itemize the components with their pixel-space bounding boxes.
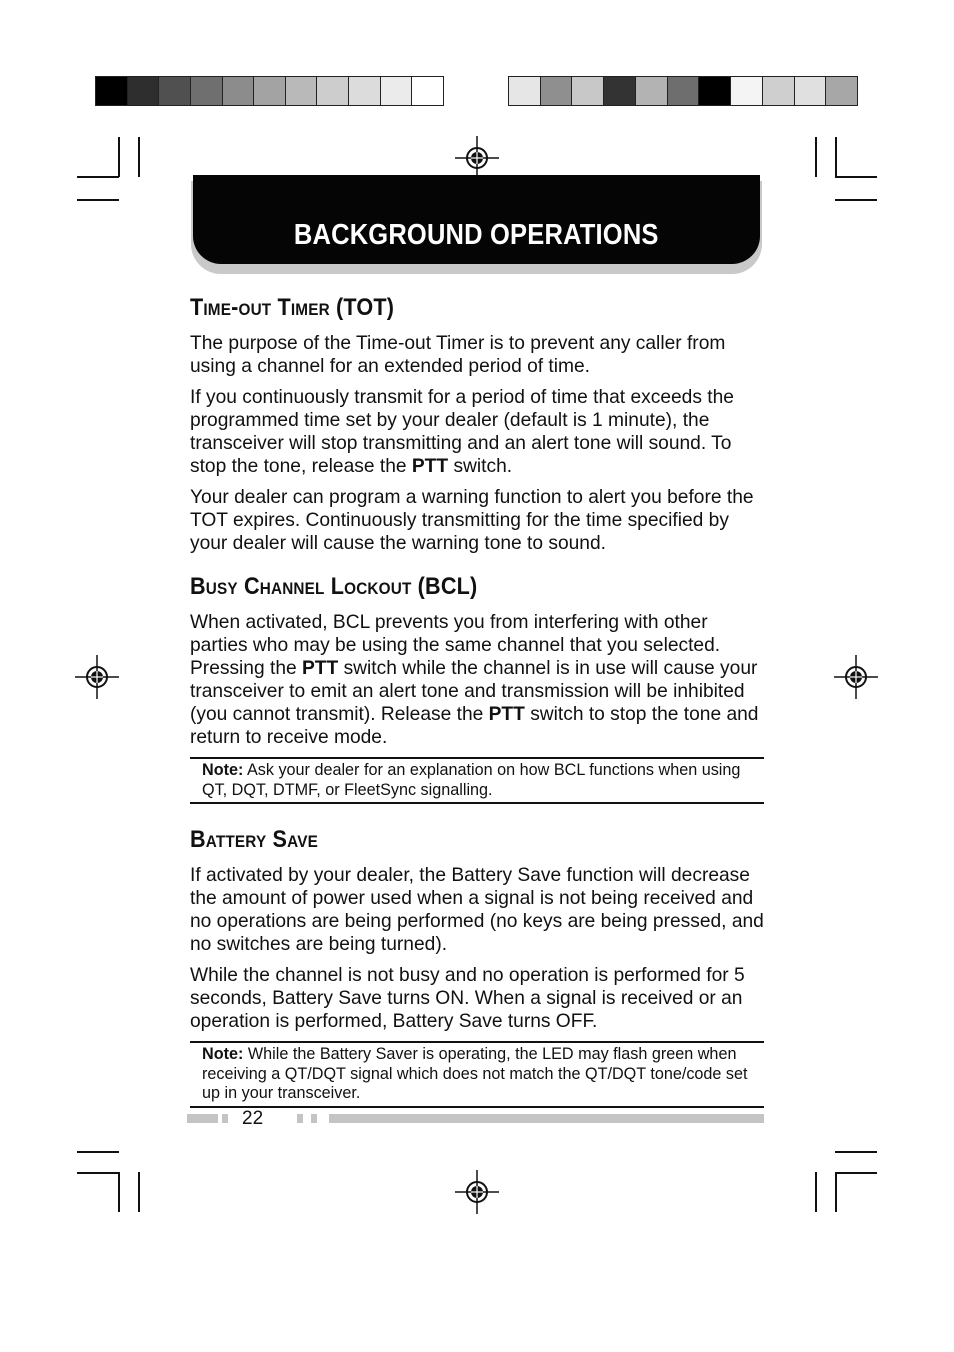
section-heading-bcl: [190, 569, 707, 605]
section-bcl: [190, 569, 764, 804]
footer-bar-segment: [222, 1114, 228, 1123]
footer-bar-segment: [187, 1114, 218, 1123]
section-heading-tot: [190, 290, 707, 326]
paragraph: [190, 611, 764, 749]
heading-abbrev: (TOT): [336, 294, 395, 321]
note-box: [190, 1041, 764, 1108]
heading-text: Time-out Timer: [190, 294, 330, 321]
calibration-swatch: [317, 77, 349, 105]
calibration-swatch: [795, 77, 827, 105]
calibration-swatch: [668, 77, 700, 105]
calibration-swatch: [96, 77, 128, 105]
calibration-swatch: [223, 77, 255, 105]
calibration-swatch: [826, 77, 857, 105]
text-run: switch while the channel is in use will cause your transceiver to emit an alert tone and transmission will be inhibited (you cannot transmit). Release the: [190, 658, 758, 725]
page-number: 22: [242, 1108, 264, 1129]
registration-mark-bottom: [455, 1170, 499, 1214]
note-box: [190, 757, 764, 804]
paragraph: The purpose of the Time-out Timer is to prevent any caller from using a channel for an extended period of time.: [190, 333, 726, 377]
section-battery-save: [190, 822, 764, 1108]
calibration-swatch: [381, 77, 413, 105]
registration-mark-left: [75, 655, 119, 699]
page-title: BACKGROUND OPERATIONS: [294, 219, 659, 251]
text-run: switch.: [448, 456, 513, 477]
main-content: [190, 290, 764, 1108]
calibration-swatch: [509, 77, 541, 105]
paragraph: [190, 386, 764, 478]
color-calibration-bar-right: [508, 76, 858, 106]
section-tot: [190, 290, 764, 555]
text-run: switch to stop the tone and return to receive mode.: [190, 704, 759, 748]
calibration-swatch: [763, 77, 795, 105]
registration-mark-right: [834, 655, 878, 699]
paragraph: If activated by your dealer, the Battery Save function will decrease the amount of power used when a signal is not being received and no operations are being performed (no keys are being pressed, and no switches are being turned).: [190, 865, 764, 955]
paragraph: While the channel is not busy and no operation is performed for 5 seconds, Battery Save turns ON. When a signal is received or an operation is performed, Battery Save turns OFF.: [190, 965, 745, 1032]
calibration-swatch: [159, 77, 191, 105]
paragraph: Your dealer can program a warning function to alert you before the TOT expires. Continuously transmitting for the time specified by your dealer will cause the warning tone to sound.: [190, 487, 754, 554]
calibration-swatch: [254, 77, 286, 105]
calibration-swatch: [541, 77, 573, 105]
footer-bar-segment: [297, 1114, 303, 1123]
ptt-label: PTT: [302, 658, 339, 679]
calibration-swatch: [286, 77, 318, 105]
section-banner: [193, 175, 760, 264]
note-label: Note:: [202, 761, 244, 779]
calibration-swatch: [604, 77, 636, 105]
heading-abbrev: (BCL): [417, 573, 478, 600]
registration-mark-top: [455, 136, 499, 180]
ptt-label: PTT: [488, 704, 525, 725]
calibration-swatch: [572, 77, 604, 105]
heading-text: Busy Channel Lockout: [190, 573, 412, 600]
calibration-swatch: [636, 77, 668, 105]
text-run: If you continuously transmit for a period of time that exceeds the programmed time set by your dealer (default is 1 minute), the transceiver will stop transmitting and an alert tone will sound. To stop the tone, release the: [190, 387, 734, 477]
calibration-swatch: [412, 77, 443, 105]
calibration-swatch: [699, 77, 731, 105]
ptt-label: PTT: [411, 456, 449, 477]
section-heading-battery-save: Battery Save: [190, 826, 318, 853]
calibration-swatch: [349, 77, 381, 105]
footer-bar-segment: [311, 1114, 317, 1123]
note-text: While the Battery Saver is operating, the LED may flash green when receiving a QT/DQT signal which does not match the QT/DQT tone/code set up in your transceiver.: [202, 1045, 748, 1102]
calibration-swatch: [128, 77, 160, 105]
text-run: When activated, BCL prevents you from interfering with other parties who may be using the same channel that you selected. Pressing the: [190, 612, 721, 679]
calibration-swatch: [731, 77, 763, 105]
color-calibration-bar-left: [95, 76, 444, 106]
footer-bar-segment: [329, 1114, 764, 1123]
note-label: Note:: [202, 1045, 244, 1063]
calibration-swatch: [191, 77, 223, 105]
note-text: Ask your dealer for an explanation on how BCL functions when using QT, DQT, DTMF, or FleetSync signalling.: [202, 761, 741, 799]
